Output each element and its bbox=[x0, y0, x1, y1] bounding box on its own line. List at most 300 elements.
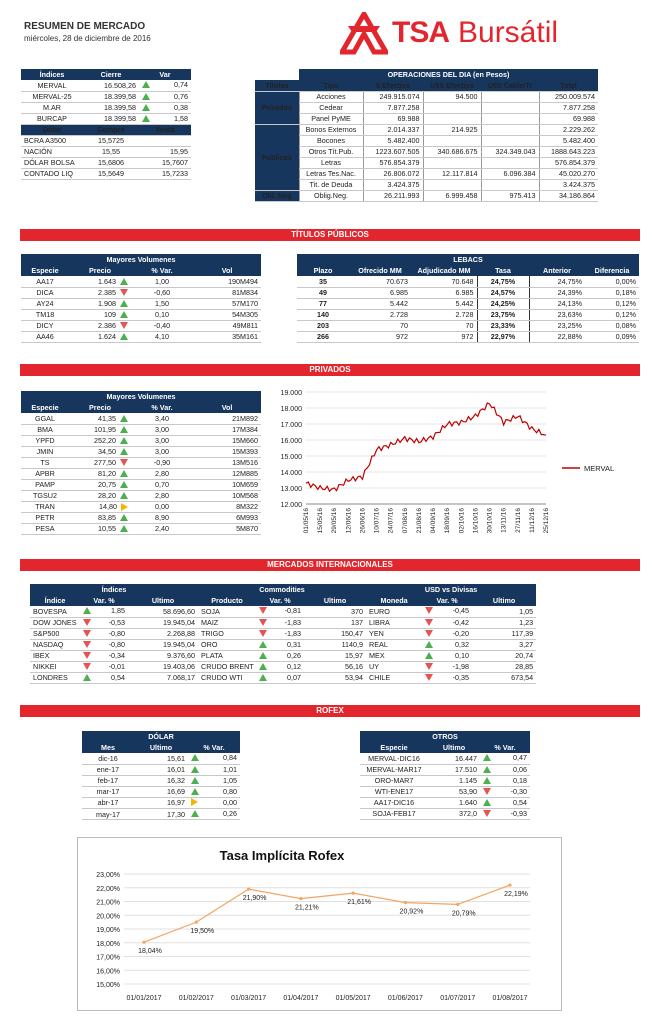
price-cell bbox=[69, 468, 131, 479]
var-cell bbox=[139, 91, 191, 102]
var-cell bbox=[256, 639, 304, 650]
dolar-buy: 15,6806 bbox=[83, 157, 139, 168]
last-value: 20,74 bbox=[472, 650, 536, 661]
dolar-buy: 15,5649 bbox=[83, 168, 139, 179]
column-header: Ultimo bbox=[134, 742, 188, 753]
column-header: Especie bbox=[21, 402, 69, 413]
lebacs-cell: 972 bbox=[349, 331, 411, 342]
table-row bbox=[255, 113, 598, 124]
lebacs-cell: 35 bbox=[297, 276, 349, 287]
vol-value: 35M161 bbox=[193, 331, 261, 342]
column-header: Compra bbox=[83, 124, 139, 135]
instrument-name: PLATA bbox=[198, 650, 256, 661]
especie-name: JMIN bbox=[21, 446, 69, 457]
table-row bbox=[255, 146, 598, 157]
var-value: 1,50 bbox=[131, 298, 193, 309]
last-value: 28,85 bbox=[472, 661, 536, 672]
table-row bbox=[21, 91, 191, 102]
var-cell bbox=[80, 672, 128, 683]
especie-name: APBR bbox=[21, 468, 69, 479]
column-header: Ultimo bbox=[128, 595, 198, 606]
especie-name: AA17-DIC16 bbox=[360, 797, 428, 808]
price-value: 10,55 bbox=[98, 524, 116, 533]
y-tick-label: 22,00% bbox=[96, 885, 120, 893]
especie-name: DICY bbox=[21, 320, 69, 331]
index-close: 18.399,58 bbox=[83, 113, 139, 124]
lebacs-cell: 70 bbox=[411, 320, 477, 331]
var-value: -0,93 bbox=[510, 808, 528, 818]
data-label: 21,61% bbox=[347, 899, 372, 907]
var-value: -0,80 bbox=[108, 639, 125, 649]
var-value: -0,81 bbox=[284, 606, 302, 616]
arrow-up-icon bbox=[120, 311, 128, 318]
arrow-up-icon bbox=[120, 481, 128, 488]
price-cell bbox=[69, 435, 131, 446]
arrow-up-icon bbox=[142, 104, 150, 111]
ops-cell: 26.806.072 bbox=[363, 168, 423, 179]
var-cell bbox=[80, 606, 128, 617]
dolar-name: BCRA A3500 bbox=[21, 135, 83, 146]
arrow-up-icon bbox=[425, 641, 433, 648]
arrow-up-icon bbox=[191, 810, 199, 817]
data-point bbox=[142, 941, 145, 944]
table-header-row bbox=[30, 595, 536, 606]
last-value: 370 bbox=[304, 606, 366, 617]
var-cell bbox=[139, 113, 191, 124]
ops-cell bbox=[423, 113, 481, 124]
last-value: 19.403,06 bbox=[128, 661, 198, 672]
table-row bbox=[255, 190, 598, 201]
last-value: 673,54 bbox=[472, 672, 536, 683]
instrument-name: IBEX bbox=[30, 650, 80, 661]
table-row bbox=[21, 490, 261, 501]
index-name: BURCAP bbox=[21, 113, 83, 124]
y-tick-label: 20,00% bbox=[96, 913, 120, 921]
arrow-down-icon bbox=[425, 619, 433, 626]
column-header: Mes bbox=[82, 742, 134, 753]
x-tick-label: 26/06/16 bbox=[359, 508, 367, 534]
arrow-up-icon bbox=[142, 115, 150, 122]
vol-value: 15M393 bbox=[193, 446, 261, 457]
var-value: 0,31 bbox=[287, 639, 302, 649]
index-name: MERVAL-25 bbox=[21, 91, 83, 102]
x-tick-label: 01/06/2017 bbox=[387, 995, 423, 1002]
table-row bbox=[297, 298, 639, 309]
table-row bbox=[297, 309, 639, 320]
var-value: 2,80 bbox=[131, 490, 193, 501]
vol-value: 190M494 bbox=[193, 276, 261, 287]
especie-name: PESA bbox=[21, 523, 69, 534]
x-tick-label: 01/05/2017 bbox=[335, 995, 371, 1002]
price-cell bbox=[69, 490, 131, 501]
price-value: 14,80 bbox=[99, 502, 117, 511]
column-header: Anterior bbox=[529, 265, 585, 276]
arrow-down-icon bbox=[425, 607, 433, 614]
column-header: Dólar bbox=[21, 124, 83, 135]
table-row bbox=[21, 331, 261, 342]
rofex-otros-table bbox=[360, 731, 530, 820]
var-value: 0,80 bbox=[223, 786, 238, 796]
table-row bbox=[255, 124, 598, 135]
ops-cell: 69.988 bbox=[539, 113, 598, 124]
var-cell bbox=[256, 628, 304, 639]
table-row bbox=[21, 168, 191, 179]
ops-cell bbox=[423, 179, 481, 190]
table-row bbox=[21, 424, 261, 435]
ops-cell: 69.988 bbox=[363, 113, 423, 124]
arrow-up-icon bbox=[259, 652, 267, 659]
var-cell bbox=[139, 80, 191, 91]
price-cell bbox=[69, 512, 131, 523]
table-row bbox=[30, 650, 536, 661]
var-value: -0,35 bbox=[452, 672, 470, 682]
logo-text-bursatil: Bursátil bbox=[458, 16, 559, 49]
ops-cell: 6.096.384 bbox=[481, 168, 539, 179]
var-cell bbox=[256, 661, 304, 672]
var-cell bbox=[480, 797, 530, 808]
ops-cell bbox=[481, 113, 539, 124]
lebacs-cell: 24,57% bbox=[477, 287, 529, 298]
var-value: 8,90 bbox=[131, 512, 193, 523]
ops-cell: 576.854.379 bbox=[539, 157, 598, 168]
dolar-sell: 15,95 bbox=[139, 146, 191, 157]
var-cell bbox=[80, 628, 128, 639]
last-value: 2.268,88 bbox=[128, 628, 198, 639]
column-header: % Var. bbox=[480, 742, 530, 753]
price-cell bbox=[69, 424, 131, 435]
dolar-sell bbox=[139, 135, 191, 146]
table-row bbox=[21, 457, 261, 468]
last-value: 16,97 bbox=[134, 797, 188, 809]
table-row bbox=[297, 331, 639, 342]
price-cell bbox=[69, 320, 131, 331]
lebacs-cell: 0,09% bbox=[585, 331, 639, 342]
ops-cell: 975.413 bbox=[481, 190, 539, 201]
especie-name: abr-17 bbox=[82, 797, 134, 809]
operaciones-table bbox=[255, 69, 598, 202]
ops-cell: 5.482.400 bbox=[363, 135, 423, 146]
column-header: Precio bbox=[69, 402, 131, 413]
rofex-dolar-title: DÓLAR bbox=[82, 731, 240, 742]
last-value: 56,16 bbox=[304, 661, 366, 672]
table-row bbox=[30, 617, 536, 628]
last-value: 1,23 bbox=[472, 617, 536, 628]
lebacs-cell: 77 bbox=[297, 298, 349, 309]
ops-cell: 7.877.258 bbox=[363, 102, 423, 113]
x-tick-label: 01/03/2017 bbox=[231, 995, 267, 1002]
price-cell bbox=[69, 523, 131, 534]
last-value: 17.510 bbox=[428, 764, 480, 775]
index-name: M.AR bbox=[21, 102, 83, 113]
x-tick-label: 01/05/16 bbox=[303, 508, 310, 534]
lebacs-table bbox=[297, 254, 639, 343]
lebacs-cell: 2.728 bbox=[349, 309, 411, 320]
especie-name: TS bbox=[21, 457, 69, 468]
lebacs-cell: 0,12% bbox=[585, 298, 639, 309]
price-cell bbox=[69, 287, 131, 298]
group-header: USD vs Divisas bbox=[366, 584, 536, 595]
data-label: 18,04% bbox=[138, 948, 162, 956]
ops-cell: Tit. de Deuda bbox=[299, 179, 363, 190]
var-value: 0,74 bbox=[174, 80, 188, 90]
column-header: Total bbox=[539, 80, 598, 91]
table-row bbox=[255, 168, 598, 179]
column-header: Cierre bbox=[83, 69, 139, 80]
lebacs-cell: 24,39% bbox=[529, 287, 585, 298]
column-header: Ultimo bbox=[304, 595, 366, 606]
var-cell bbox=[422, 628, 472, 639]
lebacs-cell: 5.442 bbox=[411, 298, 477, 309]
lebacs-cell: 972 bbox=[411, 331, 477, 342]
arrow-up-icon bbox=[483, 754, 491, 761]
instrument-name: SOJA bbox=[198, 606, 256, 617]
data-point bbox=[508, 884, 511, 887]
table-row bbox=[21, 298, 261, 309]
especie-name: ORO-MAR7 bbox=[360, 775, 428, 786]
especie-name: SOJA-FEB17 bbox=[360, 808, 428, 819]
privados-volumen-table bbox=[21, 391, 261, 535]
arrow-down-icon bbox=[120, 459, 128, 466]
x-tick-label: 01/04/2017 bbox=[283, 995, 319, 1002]
y-tick-label: 17.000 bbox=[280, 422, 302, 429]
ops-cell: 1888.643.223 bbox=[539, 146, 598, 157]
tasa-rofex-chart-box bbox=[77, 837, 562, 1011]
y-tick-label: 19.000 bbox=[280, 390, 302, 397]
price-value: 1.643 bbox=[98, 276, 116, 286]
arrow-up-icon bbox=[120, 470, 128, 477]
dolar-sell: 15,7233 bbox=[139, 168, 191, 179]
arrow-up-icon bbox=[120, 426, 128, 433]
ops-cell bbox=[481, 102, 539, 113]
ops-cell: 1223.607.505 bbox=[363, 146, 423, 157]
instrument-name: NIKKEI bbox=[30, 661, 80, 672]
ops-cell bbox=[423, 135, 481, 146]
logo-text-tsa: TSA bbox=[392, 16, 449, 49]
var-value: -0,40 bbox=[131, 320, 193, 331]
lebacs-title: LEBACS bbox=[297, 254, 639, 265]
lebacs-cell: 23,75% bbox=[477, 309, 529, 320]
var-value: -1,98 bbox=[452, 661, 470, 671]
var-value: 0,70 bbox=[131, 479, 193, 490]
ops-cell: 250.009.574 bbox=[539, 91, 598, 102]
price-value: 1.908 bbox=[98, 299, 116, 308]
column-header: Tasa bbox=[477, 265, 529, 276]
ops-cell: 2.229.262 bbox=[539, 124, 598, 135]
last-value: 15,97 bbox=[304, 650, 366, 661]
arrow-down-icon bbox=[83, 630, 91, 637]
vol-value: 10M659 bbox=[193, 479, 261, 490]
data-label: 22,19% bbox=[504, 891, 528, 899]
x-tick-label: 02/10/16 bbox=[458, 508, 466, 534]
data-label: 20,92% bbox=[399, 908, 424, 916]
column-header: Índices bbox=[21, 69, 83, 80]
ops-cell: 214.925 bbox=[423, 124, 481, 135]
column-header: Ultimo bbox=[428, 742, 480, 753]
column-header: Plazo bbox=[297, 265, 349, 276]
price-value: 277,50 bbox=[94, 458, 116, 467]
price-cell bbox=[69, 413, 131, 424]
table-row bbox=[82, 764, 240, 775]
var-value: 2,80 bbox=[131, 468, 193, 479]
index-close: 18.399,58 bbox=[83, 91, 139, 102]
arrow-up-icon bbox=[191, 777, 199, 784]
ops-cell: Panel PyME bbox=[299, 113, 363, 124]
price-value: 83,85 bbox=[98, 513, 116, 522]
arrow-down-icon bbox=[83, 663, 91, 670]
x-tick-label: 27/11/16 bbox=[514, 508, 522, 533]
var-value: 0,12 bbox=[287, 661, 302, 671]
x-tick-label: 29/05/16 bbox=[331, 508, 339, 534]
price-cell bbox=[69, 276, 131, 287]
column-header: Precio bbox=[69, 265, 131, 276]
last-value: 19.945,04 bbox=[128, 639, 198, 650]
arrow-up-icon bbox=[120, 448, 128, 455]
var-cell bbox=[188, 775, 240, 786]
arrow-up-icon bbox=[191, 766, 199, 773]
price-value: 2.386 bbox=[98, 321, 116, 330]
vol-value: 8M322 bbox=[193, 501, 261, 512]
arrow-up-icon bbox=[425, 652, 433, 659]
x-tick-label: 01/08/2017 bbox=[492, 995, 528, 1002]
especie-name: GGAL bbox=[21, 413, 69, 424]
x-tick-label: 01/02/2017 bbox=[178, 995, 214, 1002]
x-tick-label: 01/07/2017 bbox=[440, 995, 476, 1002]
especie-name: ene-17 bbox=[82, 764, 134, 775]
arrow-down-icon bbox=[259, 607, 267, 614]
vol-value: 57M170 bbox=[193, 298, 261, 309]
arrow-up-icon bbox=[259, 674, 267, 681]
index-name: MERVAL bbox=[21, 80, 83, 91]
price-value: 2.385 bbox=[98, 288, 116, 297]
x-tick-label: 24/07/16 bbox=[387, 508, 395, 534]
x-tick-label: 21/08/16 bbox=[415, 508, 423, 534]
var-value: -0,53 bbox=[108, 617, 125, 627]
table-row bbox=[21, 512, 261, 523]
dolar-name: CONTADO LIQ bbox=[21, 168, 83, 179]
table-row bbox=[21, 320, 261, 331]
publicos-volumen-title: Mayores Volumenes bbox=[21, 254, 261, 265]
column-header: Var bbox=[139, 69, 191, 80]
column-header: Ofrecido MM bbox=[349, 265, 411, 276]
ops-cell: Oblig.Neg. bbox=[299, 190, 363, 201]
table-row bbox=[21, 287, 261, 298]
var-value: 0,76 bbox=[174, 91, 188, 101]
lebacs-cell: 24,25% bbox=[477, 298, 529, 309]
ops-cell: 576.854.379 bbox=[363, 157, 423, 168]
column-header: Venta bbox=[139, 124, 191, 135]
table-row bbox=[297, 287, 639, 298]
table-row bbox=[21, 113, 191, 124]
table-row bbox=[21, 276, 261, 287]
last-value: 3,27 bbox=[472, 639, 536, 650]
ops-cell bbox=[481, 124, 539, 135]
section-mercados-internacionales: MERCADOS INTERNACIONALES bbox=[20, 559, 640, 571]
instrument-name: LIBRA bbox=[366, 617, 422, 628]
instrument-name: MAIZ bbox=[198, 617, 256, 628]
especie-name: PAMP bbox=[21, 479, 69, 490]
var-value: 0,47 bbox=[513, 753, 528, 763]
internacionales-table bbox=[30, 584, 536, 684]
var-cell bbox=[256, 617, 304, 628]
arrow-up-icon bbox=[483, 799, 491, 806]
table-row bbox=[30, 661, 536, 672]
vol-value: 49M811 bbox=[193, 320, 261, 331]
last-value: 1140,9 bbox=[304, 639, 366, 650]
var-cell bbox=[188, 786, 240, 797]
var-value: 0,00 bbox=[223, 797, 238, 807]
ops-cell: Otros Tít.Pub. bbox=[299, 146, 363, 157]
especie-name: dic-16 bbox=[82, 753, 134, 764]
x-tick-label: 30/10/16 bbox=[486, 508, 494, 534]
index-close: 18.399,58 bbox=[83, 102, 139, 113]
column-header: Especie bbox=[21, 265, 69, 276]
ops-cell bbox=[423, 157, 481, 168]
column-header: Diferencia bbox=[585, 265, 639, 276]
table-row bbox=[255, 102, 598, 113]
instrument-name: YEN bbox=[366, 628, 422, 639]
price-cell bbox=[69, 446, 131, 457]
especie-name: feb-17 bbox=[82, 775, 134, 786]
instrument-name: NASDAQ bbox=[30, 639, 80, 650]
table-row bbox=[255, 80, 598, 91]
logo-mark-icon bbox=[340, 12, 388, 56]
price-cell bbox=[69, 501, 131, 512]
lebacs-cell: 0,12% bbox=[585, 309, 639, 320]
dolar-buy: 15,5725 bbox=[83, 135, 139, 146]
var-cell bbox=[80, 661, 128, 672]
x-tick-label: 12/06/16 bbox=[345, 508, 353, 534]
table-header-row bbox=[82, 742, 240, 753]
table-row bbox=[360, 753, 530, 764]
instrument-name: CRUDO BRENT bbox=[198, 661, 256, 672]
arrow-down-icon bbox=[83, 641, 91, 648]
table-row bbox=[21, 157, 191, 168]
dolar-sell: 15,7607 bbox=[139, 157, 191, 168]
var-cell bbox=[80, 650, 128, 661]
especie-name: AA17 bbox=[21, 276, 69, 287]
ops-cell: 249.915.074 bbox=[363, 91, 423, 102]
table-row bbox=[21, 446, 261, 457]
vol-value: 12M885 bbox=[193, 468, 261, 479]
last-value: 150,47 bbox=[304, 628, 366, 639]
var-cell bbox=[422, 672, 472, 683]
price-cell bbox=[69, 457, 131, 468]
table-row bbox=[30, 639, 536, 650]
arrow-up-icon bbox=[191, 788, 199, 795]
table-row bbox=[21, 413, 261, 424]
price-value: 101,95 bbox=[94, 425, 116, 434]
ops-cell bbox=[423, 102, 481, 113]
y-tick-label: 15,00% bbox=[96, 982, 120, 989]
table-row bbox=[21, 468, 261, 479]
var-cell bbox=[80, 617, 128, 628]
last-value: 137 bbox=[304, 617, 366, 628]
var-value: -0,60 bbox=[131, 287, 193, 298]
var-cell bbox=[139, 102, 191, 113]
lebacs-cell: 24,75% bbox=[529, 276, 585, 287]
price-value: 252,20 bbox=[94, 436, 116, 445]
arrow-right-icon bbox=[121, 503, 128, 511]
section-titulos-publicos: TÍTULOS PÚBLICOS bbox=[20, 229, 640, 241]
column-header: $ Efectivo bbox=[363, 80, 423, 91]
var-value: 0,10 bbox=[455, 650, 470, 660]
y-tick-label: 23,00% bbox=[96, 872, 120, 879]
var-value: 0,84 bbox=[223, 753, 238, 763]
price-cell bbox=[69, 331, 131, 342]
var-cell bbox=[188, 764, 240, 775]
y-tick-label: 12.000 bbox=[280, 502, 302, 509]
lebacs-cell: 266 bbox=[297, 331, 349, 342]
